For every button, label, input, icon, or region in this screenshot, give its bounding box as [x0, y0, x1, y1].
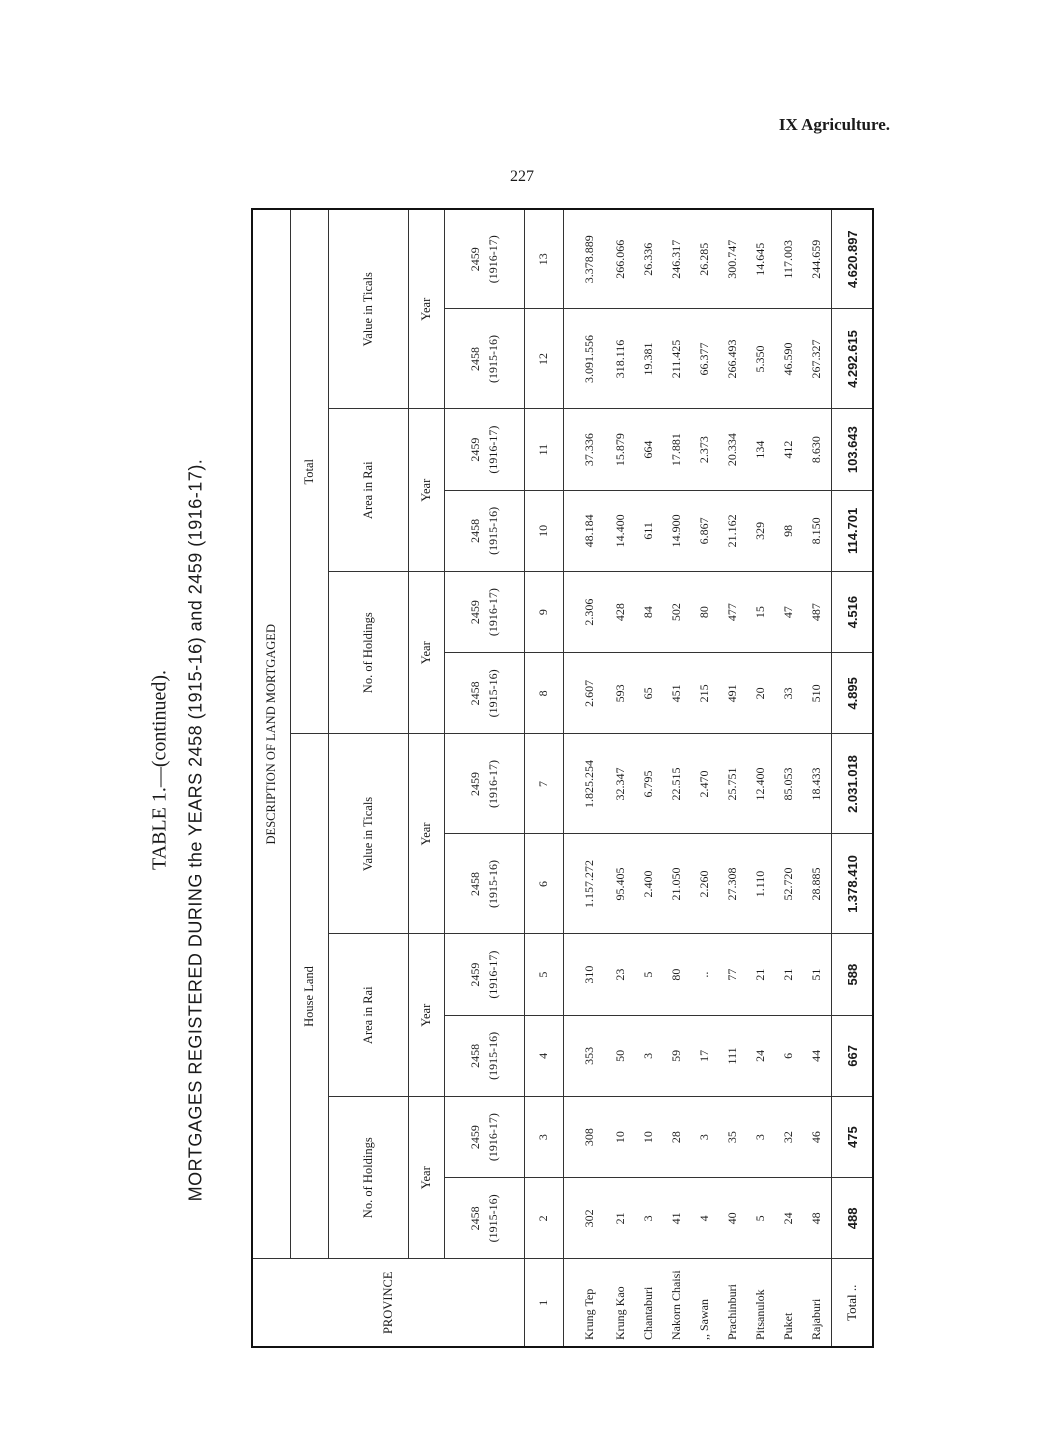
table-cell: 10	[607, 1097, 635, 1178]
year-number: 2458	[468, 1043, 482, 1068]
table-cell: 329	[747, 490, 775, 571]
table-cell: 21.050	[663, 834, 691, 934]
table-cell: 451	[663, 653, 691, 734]
year-cell	[444, 309, 524, 409]
table-cell: 51	[803, 934, 832, 1015]
year-period: (1916-17)	[486, 425, 500, 474]
table-cell: 27.308	[719, 834, 747, 934]
total-cell: 488	[832, 1178, 874, 1259]
table-cell: 5.350	[747, 309, 775, 409]
year-number: 2459	[468, 1125, 482, 1150]
table-cell: 491	[719, 653, 747, 734]
table-cell: 2.306	[563, 572, 607, 653]
year-number: 2458	[468, 518, 482, 543]
total-cell: 2.031.018	[832, 734, 874, 834]
table-cell: 15	[747, 572, 775, 653]
total-cell: 1.378.410	[832, 834, 874, 934]
section-heading: IX Agriculture.	[778, 115, 890, 134]
table-cell: 1.825.254	[563, 734, 607, 834]
table-cell: 48	[803, 1178, 832, 1259]
mortgage-table	[251, 208, 874, 1348]
table-cell: 5	[747, 1178, 775, 1259]
year-number: 2459	[468, 247, 482, 272]
table-row	[775, 209, 803, 1347]
table-row	[691, 209, 719, 1347]
year-number: 2459	[468, 437, 482, 462]
table-row	[747, 209, 775, 1347]
table-cell: 487	[803, 572, 832, 653]
table-cell: 24	[775, 1178, 803, 1259]
table-cell: 117.003	[775, 209, 803, 309]
year-period: (1915-16)	[486, 669, 500, 718]
table-cell: 266.066	[607, 209, 635, 309]
table-cell: 308	[563, 1097, 607, 1178]
year-period: (1916-17)	[486, 950, 500, 999]
column-number: 1	[524, 1259, 563, 1347]
province-name: Pitsanulok	[747, 1259, 775, 1347]
table-cell: 6.795	[635, 734, 663, 834]
table-cell: 48.184	[563, 490, 607, 571]
table-cell: 246.317	[663, 209, 691, 309]
year-cell	[444, 934, 524, 1015]
table-cell: 8.630	[803, 409, 832, 490]
table-cell: 3	[635, 1178, 663, 1259]
province-header: PROVINCE	[252, 1259, 524, 1347]
year-label: Year	[408, 934, 444, 1097]
table-cell: 40	[719, 1178, 747, 1259]
table-cell: 12.400	[747, 734, 775, 834]
year-number: 2459	[468, 772, 482, 796]
table-title: TABLE 1.—(continued).	[148, 669, 171, 871]
table-cell: 3.378.889	[563, 209, 607, 309]
total-cell: 588	[832, 934, 874, 1015]
total-cell: 4.516	[832, 572, 874, 653]
column-number: 11	[524, 409, 563, 490]
table-cell: 20	[747, 653, 775, 734]
column-number: 4	[524, 1015, 563, 1096]
province-name: Nakorn Chaisi	[663, 1259, 691, 1347]
table-cell: 95.405	[607, 834, 635, 934]
table-cell: 2.470	[691, 734, 719, 834]
year-period: (1915-16)	[486, 860, 500, 908]
year-period: (1915-16)	[486, 506, 500, 555]
total-cell: 103.643	[832, 409, 874, 490]
column-number: 12	[524, 309, 563, 409]
table-cell: 6	[775, 1015, 803, 1096]
year-period: (1915-16)	[486, 1031, 500, 1080]
table-cell: 28	[663, 1097, 691, 1178]
table-cell: 215	[691, 653, 719, 734]
year-label: Year	[408, 1097, 444, 1260]
table-cell: 80	[691, 572, 719, 653]
table-cell: 84	[635, 572, 663, 653]
year-period: (1916-17)	[486, 235, 500, 284]
table-row	[607, 209, 635, 1347]
column-number: 10	[524, 490, 563, 571]
table-cell: 14.900	[663, 490, 691, 571]
year-number: 2459	[468, 962, 482, 987]
total-cell: 4.895	[832, 653, 874, 734]
table-cell: 32.347	[607, 734, 635, 834]
table-cell: 44	[803, 1015, 832, 1096]
table-cell: 47	[775, 572, 803, 653]
column-number: 13	[524, 209, 563, 309]
year-cell	[444, 734, 524, 834]
year-number: 2458	[468, 1206, 482, 1231]
table-cell: 477	[719, 572, 747, 653]
table-cell: 14.400	[607, 490, 635, 571]
table-cell: 6.867	[691, 490, 719, 571]
house-land-header: House Land	[290, 734, 328, 1259]
province-name: Krung Kao	[607, 1259, 635, 1347]
year-period: (1916-17)	[486, 588, 500, 637]
table-cell: 3	[635, 1015, 663, 1096]
table-cell: 134	[747, 409, 775, 490]
value-header: Value in Ticals	[328, 209, 408, 409]
year-cell	[444, 653, 524, 734]
year-label: Year	[408, 572, 444, 735]
table-cell: 510	[803, 653, 832, 734]
table-cell: 266.493	[719, 309, 747, 409]
table-cell: 244.659	[803, 209, 832, 309]
table-cell: 25.751	[719, 734, 747, 834]
year-label: Year	[408, 409, 444, 572]
table-cell: 98	[775, 490, 803, 571]
table-cell: 17.881	[663, 409, 691, 490]
table-cell: 59	[663, 1015, 691, 1096]
table-cell: 80	[663, 934, 691, 1015]
table-cell: 593	[607, 653, 635, 734]
table-cell: 46	[803, 1097, 832, 1178]
province-name: Puket	[775, 1259, 803, 1347]
table-cell: 23	[607, 934, 635, 1015]
table-cell: 77	[719, 934, 747, 1015]
column-number: 6	[524, 834, 563, 934]
table-cell: 3.091.556	[563, 309, 607, 409]
total-cell: 667	[832, 1015, 874, 1096]
table-row	[663, 209, 691, 1347]
column-number: 3	[524, 1097, 563, 1178]
table-cell: 26.285	[691, 209, 719, 309]
table-cell: 211.425	[663, 309, 691, 409]
table-cell: 46.590	[775, 309, 803, 409]
year-period: (1916-17)	[486, 760, 500, 808]
table-cell: 18.433	[803, 734, 832, 834]
table-cell: 8.150	[803, 490, 832, 571]
total-cell: 4.620.897	[832, 209, 874, 309]
year-cell	[444, 572, 524, 653]
table-cell: 412	[775, 409, 803, 490]
table-cell: 19.381	[635, 309, 663, 409]
page-number: 227	[510, 168, 534, 185]
table-cell: 66.377	[691, 309, 719, 409]
year-number: 2458	[468, 347, 482, 371]
column-number: 2	[524, 1178, 563, 1259]
table-subtitle: MORTGAGES REGISTERED DURING the YEARS 2458 (1915-16) and 2459 (1916-17).	[185, 458, 206, 1202]
total-cell: 4.292.615	[832, 309, 874, 409]
column-number: 9	[524, 572, 563, 653]
province-name: Krung Tep	[563, 1259, 607, 1347]
province-name: Rajaburi	[803, 1259, 832, 1347]
table-cell: 10	[635, 1097, 663, 1178]
area-header: Area in Rai	[328, 934, 408, 1097]
table-cell: 52.720	[775, 834, 803, 934]
table-cell: 21	[607, 1178, 635, 1259]
table-cell: 2.400	[635, 834, 663, 934]
column-number: 8	[524, 653, 563, 734]
table-cell: 300.747	[719, 209, 747, 309]
year-label: Year	[408, 734, 444, 934]
description-header: DESCRIPTION OF LAND MORTGAGED	[252, 209, 290, 1259]
table-cell: 24	[747, 1015, 775, 1096]
table-cell: 1.110	[747, 834, 775, 934]
year-cell	[444, 209, 524, 309]
column-number: 7	[524, 734, 563, 834]
table-cell: 3	[691, 1097, 719, 1178]
table-cell: 3	[747, 1097, 775, 1178]
table-cell: 2.373	[691, 409, 719, 490]
value-header: Value in Ticals	[328, 734, 408, 934]
province-name: Prachinburi	[719, 1259, 747, 1347]
table-cell: 21	[747, 934, 775, 1015]
table-cell: 33	[775, 653, 803, 734]
holdings-header: No. of Holdings	[328, 1097, 408, 1260]
table-row	[635, 209, 663, 1347]
total-header: Total	[290, 209, 328, 734]
table-cell: 32	[775, 1097, 803, 1178]
table-cell: 37.336	[563, 409, 607, 490]
table-row	[563, 209, 607, 1347]
table-cell: 502	[663, 572, 691, 653]
table-cell: 65	[635, 653, 663, 734]
table-row	[719, 209, 747, 1347]
table-cell: 353	[563, 1015, 607, 1096]
year-cell	[444, 409, 524, 490]
total-label: Total ..	[832, 1259, 874, 1347]
year-cell	[444, 490, 524, 571]
table-cell: 21	[775, 934, 803, 1015]
table-cell: 1.157.272	[563, 834, 607, 934]
table-cell: 611	[635, 490, 663, 571]
table-cell: 41	[663, 1178, 691, 1259]
year-number: 2458	[468, 872, 482, 896]
table-cell: 428	[607, 572, 635, 653]
table-cell: 2.260	[691, 834, 719, 934]
table-frame	[251, 208, 874, 1348]
table-cell: 111	[719, 1015, 747, 1096]
table-cell: 5	[635, 934, 663, 1015]
table-cell: 14.645	[747, 209, 775, 309]
area-header: Area in Rai	[328, 409, 408, 572]
year-cell	[444, 1015, 524, 1096]
table-cell: 4	[691, 1178, 719, 1259]
year-cell	[444, 834, 524, 934]
table-cell: 267.327	[803, 309, 832, 409]
table-cell: 310	[563, 934, 607, 1015]
table-cell: 664	[635, 409, 663, 490]
table-cell: 28.885	[803, 834, 832, 934]
year-number: 2459	[468, 600, 482, 625]
year-period: (1915-16)	[486, 335, 500, 383]
province-name: Chantaburi	[635, 1259, 663, 1347]
year-cell	[444, 1097, 524, 1178]
table-cell: ..	[691, 934, 719, 1015]
table-cell: 85.053	[775, 734, 803, 834]
table-cell: 26.336	[635, 209, 663, 309]
total-cell: 114.701	[832, 490, 874, 571]
year-period: (1916-17)	[486, 1113, 500, 1162]
holdings-header: No. of Holdings	[328, 572, 408, 735]
table-cell: 21.162	[719, 490, 747, 571]
table-cell: 318.116	[607, 309, 635, 409]
table-cell: 302	[563, 1178, 607, 1259]
table-cell: 22.515	[663, 734, 691, 834]
table-cell: 50	[607, 1015, 635, 1096]
table-cell: 35	[719, 1097, 747, 1178]
year-number: 2458	[468, 681, 482, 706]
province-name: ,, Sawan	[691, 1259, 719, 1347]
table-cell: 17	[691, 1015, 719, 1096]
table-cell: 2.607	[563, 653, 607, 734]
total-row	[832, 209, 874, 1347]
table-row	[803, 209, 832, 1347]
total-cell: 475	[832, 1097, 874, 1178]
year-label: Year	[408, 209, 444, 409]
table-cell: 15.879	[607, 409, 635, 490]
table-cell: 20.334	[719, 409, 747, 490]
year-period: (1915-16)	[486, 1194, 500, 1243]
column-number: 5	[524, 934, 563, 1015]
year-cell	[444, 1178, 524, 1259]
